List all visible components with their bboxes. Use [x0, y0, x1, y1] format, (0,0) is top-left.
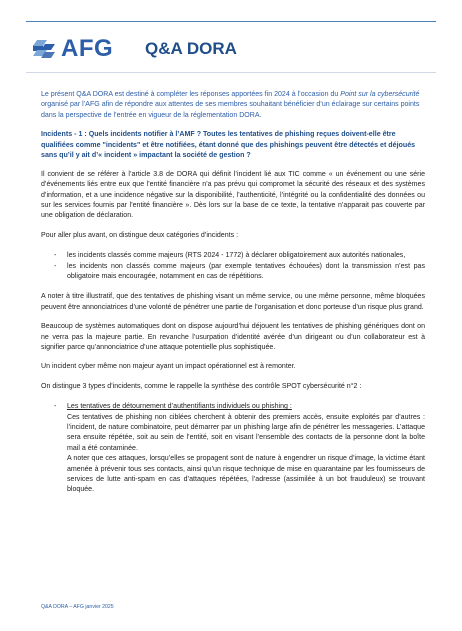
intro-italic-link-text: Point sur la cybersécurité [340, 91, 420, 98]
list-item [41, 251, 425, 261]
incident-type-item [41, 402, 425, 496]
paragraph-definition: Il convient de se référer à l’article 3.8 de DORA qui définit l’incident lié aux TIC comme « un événement ou une série d’événements liés entre eux que l’entité financière n’a pas prévu qui compromet la sécurité des réseaux et des systèmes d’information, et a une incidence négative sur la disponibilité, l’authenticité, l’intégrité ou la confidentialité des données ou sur les services fournis par l’entité financière ». Dès lors sur la base de ce texte, la tentative n’apparait pas couverte par une obligation de déclaration. [41, 170, 425, 220]
list-item-text: les incidents classés comme majeurs (RTS 2024 - 1772) à déclarer obligatoirement aux autorités nationales, [67, 252, 406, 260]
dash-bullet: - [54, 252, 57, 260]
afg-logo [33, 36, 121, 62]
intro-paragraph [41, 90, 425, 121]
categories-list [41, 251, 425, 282]
list-item-text: les incidents non classés comme majeurs (par exemple tentatives échouées) dont la transmission n’est pas obligatoire mais encouragée, notamment en cas de répétitions. [67, 262, 425, 280]
paragraph-categories-intro: Pour aller plus avant, on distingue deux catégories d’incidents : [41, 231, 239, 239]
afg-logo-mark-icon [33, 38, 57, 60]
question-heading: Incidents - 1 : Quels incidents notifier à l’AMF ? Toutes les tentatives de phishing reçues doivent-elle être qualifiées comme "incidents" et être notifiées, étant donné que des phishings peuvent être détectés et déjoués sans qu’il y ait d’« incident » impactant la société de gestion ? [41, 130, 416, 160]
list-item [41, 262, 425, 283]
page-title: Q&A DORA [145, 39, 237, 58]
dash-bullet: - [54, 262, 57, 270]
intro-text-start: Le présent Q&A DORA est destiné à compléter les réponses apportées fin 2024 à l’occasion du [41, 91, 341, 98]
dash-bullet: - [54, 403, 57, 411]
paragraph-illustration: A noter à titre illustratif, que des tentatives de phishing visant un même service, ou une même personne, même bloquées peuvent être annonciatrices d’une volonté de pénétrer une partie de l’organisation et donc porteuse d’un risque plus grand. [41, 293, 425, 311]
paragraph-operational-impact: Un incident cyber même non majeur ayant un impact opérationnel est à remonter. [41, 363, 296, 371]
paragraph-incident-types-intro: On distingue 3 types d’incidents, comme le rappelle la synthèse des contrôle SPOT cybersécurité n°2 : [41, 382, 362, 390]
incident-type-body: Ces tentatives de phishing non ciblées cherchent à obtenir des premiers accès, ensuite exploités par d’autres : l’incident, de nature combinatoire, peut démarrer par un phishing large afin de pénétrer les messageries. L’attaque sera ensuite répétée, soit au sein de l’entité, soit en visant l’ensemble des contacts de la personne dont la boîte mail a été contaminée. [67, 413, 425, 452]
intro-text-end: organisé par l’AFG afin de répondre aux attentes de ses membres souhaitant bénéficier d’un éclairage sur certains points dans la perspective de l’entrée en vigueur de la réglementation DORA. [41, 101, 420, 119]
document-body [41, 90, 425, 496]
afg-logo-text: AFG [61, 35, 114, 62]
incident-type-note: A noter que ces attaques, lorsqu’elles se propagent sont de nature à engendrer un risque d’image, la victime étant amenée à prévenir tous ses contacts, ainsi qu’un risque technique de mise en quarantaine par les fournisseurs de services de lutte anti-spam en cas d’attaques répétées, l’adresse (assimilée à un bot frauduleux) se trouvant bloquée. [67, 455, 425, 494]
incident-type-heading: Les tentatives de détournement d’authentifiants individuels ou phishing : [67, 403, 292, 411]
header-rule [26, 21, 436, 22]
paragraph-automatic-systems: Beaucoup de systèmes automatiques dont on dispose aujourd’hui déjouent les tentatives de phishing génériques dont on ne verra pas la majeure partie. En revanche l’usurpation d’identité avérée d’un dirigeant ou d’un collaborateur est à signifier parce qu’annonciatrice d’une attaque potentielle plus sophistiquée. [41, 323, 425, 351]
page-footer: Q&A DORA – AFG janvier 2025 [41, 604, 114, 610]
header-underline [26, 72, 436, 73]
